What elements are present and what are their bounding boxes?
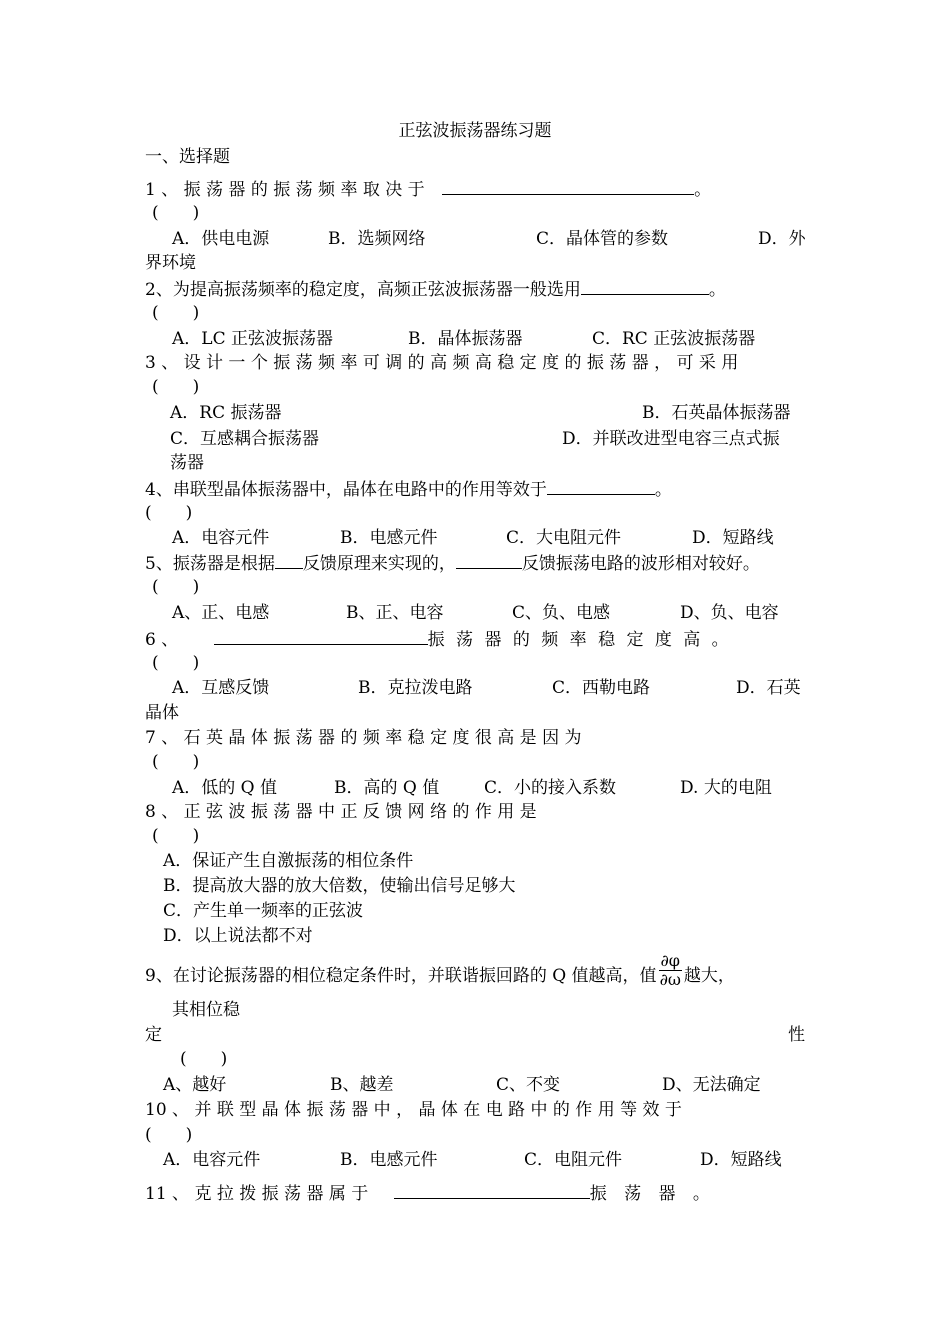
answer-paren: ( ) (152, 752, 200, 772)
question-11-stem: 11 、 克 拉 拨 振 荡 器 属 于 振 荡 器 。 (145, 1184, 716, 1204)
option-b: B、正、电容 (346, 603, 444, 623)
answer-blank (442, 178, 694, 195)
option-c: C．西勒电路 (552, 678, 651, 698)
answer-blank (214, 628, 428, 645)
answer-blank (547, 478, 655, 495)
page-title: 正弦波振荡器练习题 (398, 121, 552, 141)
option-b: B．石英晶体振荡器 (642, 403, 791, 423)
question-6-stem: 6 、 振 荡 器 的 频 率 稳 定 度 高 。 (145, 630, 732, 650)
option-b: B．高的 Q 值 (334, 778, 440, 798)
option-c: C．晶体管的参数 (536, 229, 669, 249)
option-b: B．选频网络 (328, 229, 426, 249)
question-3-stem: 3 、 设 计 一 个 振 荡 频 率 可 调 的 高 频 高 稳 定 度 的 振 荡 器 ， 可 采 用 (145, 353, 739, 373)
answer-paren: ( ) (152, 203, 200, 223)
option-a: A．LC 正弦波振荡器 (172, 329, 333, 349)
option-b: B．克拉泼电路 (358, 678, 473, 698)
option-c: C．产生单一频率的正弦波 (163, 901, 364, 921)
option-b: B．电感元件 (340, 1150, 438, 1170)
question-2-stem: 2、为提高振荡频率的稳定度，高频正弦波振荡器一般选用 。 (145, 280, 726, 300)
option-d: D. 大的电阻 (680, 778, 772, 798)
answer-blank (456, 552, 522, 569)
option-a: A．RC 振荡器 (170, 403, 282, 423)
answer-blank (394, 1182, 590, 1199)
answer-paren: ( ) (152, 826, 200, 846)
option-d-wrap: 界环境 (145, 253, 196, 273)
option-d: D．并联改进型电容三点式振 (562, 429, 780, 449)
option-b: B．晶体振荡器 (408, 329, 523, 349)
option-a: A．供电电源 (172, 229, 270, 249)
answer-paren: ( ) (152, 653, 200, 673)
option-d: D．短路线 (700, 1150, 782, 1170)
option-a: A．电容元件 (163, 1150, 261, 1170)
question-10-stem: 10 、 并 联 型 晶 体 振 荡 器 中 ， 晶 体 在 电 路 中 的 作 用 等 效 于 (145, 1100, 682, 1120)
question-9-stem: 9、在讨论振荡器的相位稳定条件时，并联谐振回路的 Q 值越高，值 $\frac{\partial\varphi}{\partial\omega}$ 越大， (145, 951, 735, 989)
option-a: A．低的 Q 值 (172, 778, 278, 798)
question-1-stem: 1 、 振 荡 器 的 振 荡 频 率 取 决 于 。 (145, 180, 712, 200)
option-b: B、越差 (330, 1075, 394, 1095)
answer-paren: ( ) (145, 1125, 193, 1145)
answer-paren: ( ) (180, 1049, 228, 1069)
option-c: C、不变 (496, 1075, 561, 1095)
partial-derivative-fraction: $\frac{\partial\varphi}{\partial\omega}$ (659, 951, 681, 989)
option-d-wrap: 荡器 (170, 453, 204, 473)
answer-paren: ( ) (152, 303, 200, 323)
answer-paren: ( ) (152, 377, 200, 397)
option-c: C．小的接入系数 (484, 778, 617, 798)
option-d-wrap: 晶体 (145, 703, 179, 723)
option-d: D．短路线 (692, 528, 774, 548)
option-a: A．电容元件 (172, 528, 270, 548)
option-a: A．保证产生自激振荡的相位条件 (163, 851, 414, 871)
option-c: C．大电阻元件 (506, 528, 622, 548)
option-d: D．外 (758, 229, 806, 249)
option-c: C．RC 正弦波振荡器 (592, 329, 756, 349)
option-d: D、负、电容 (680, 603, 779, 623)
question-9-continuation-start: 定 (145, 1025, 162, 1045)
option-c: C．互感耦合振荡器 (170, 429, 320, 449)
answer-blank (275, 552, 303, 569)
answer-blank (581, 278, 709, 295)
option-c: C．电阻元件 (524, 1150, 623, 1170)
option-b: B．电感元件 (340, 528, 438, 548)
option-b: B．提高放大器的放大倍数，使输出信号足够大 (163, 876, 516, 896)
question-4-stem: 4、串联型晶体振荡器中，晶体在电路中的作用等效于 。 (145, 480, 672, 500)
answer-paren: ( ) (145, 503, 193, 523)
option-d: D、无法确定 (662, 1075, 761, 1095)
option-c: C、负、电感 (512, 603, 611, 623)
answer-paren: ( ) (152, 577, 200, 597)
question-8-stem: 8 、 正 弦 波 振 荡 器 中 正 反 馈 网 络 的 作 用 是 (145, 802, 537, 822)
option-d: D．石英 (736, 678, 801, 698)
option-d: D．以上说法都不对 (163, 926, 313, 946)
option-a: A．互感反馈 (172, 678, 270, 698)
question-9-continuation-end: 性 (788, 1025, 805, 1045)
question-9-continuation: 其相位稳 (172, 1000, 240, 1020)
question-7-stem: 7 、 石 英 晶 体 振 荡 器 的 频 率 稳 定 度 很 高 是 因 为 (145, 728, 582, 748)
option-a: A、正、电感 (172, 603, 270, 623)
option-a: A、越好 (163, 1075, 227, 1095)
section-heading: 一、选择题 (145, 147, 230, 167)
question-5-stem: 5、振荡器是根据 反馈原理来实现的， 反馈振荡电路的波形相对较好。 (145, 554, 760, 574)
